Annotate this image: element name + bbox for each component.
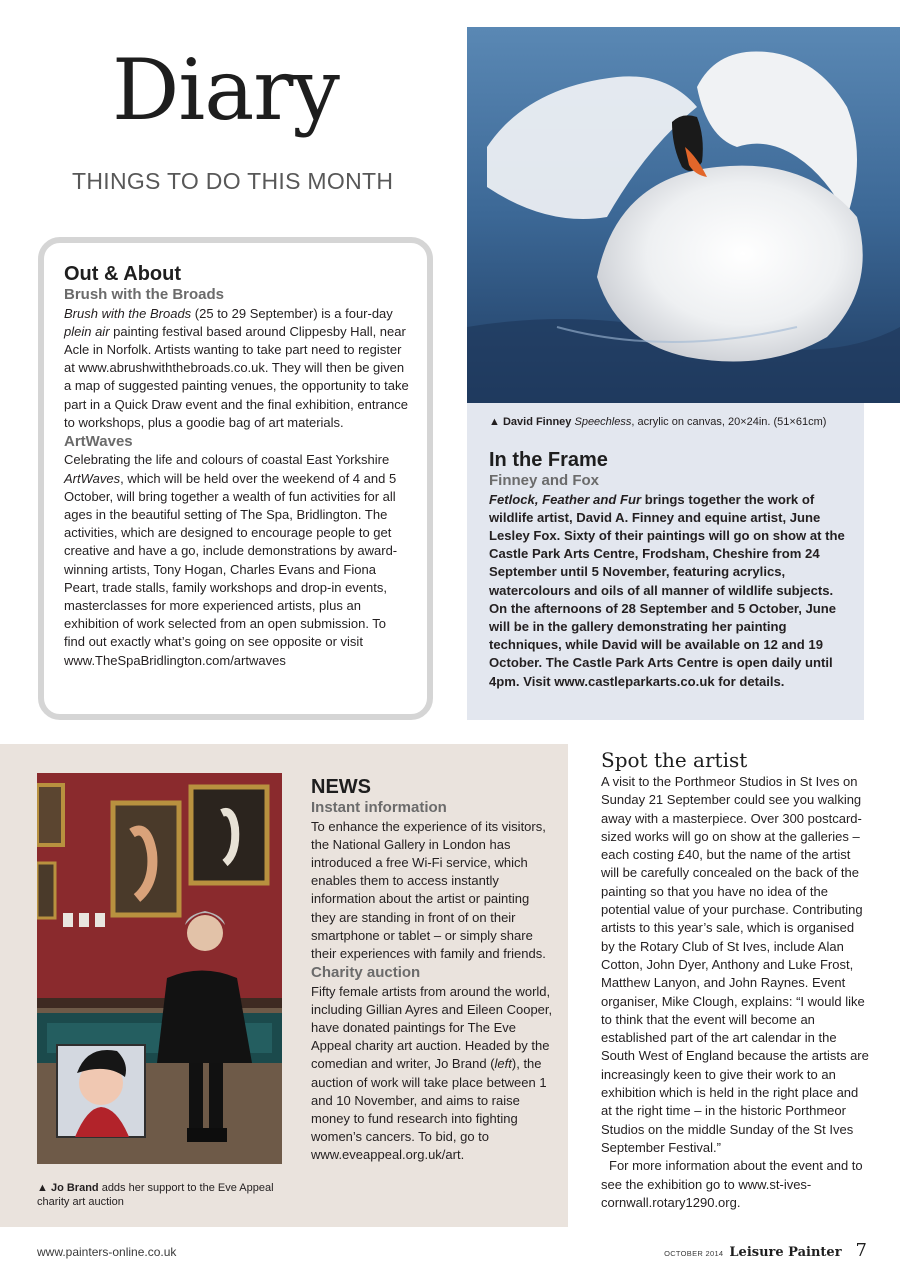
brush-broads-subheading: Brush with the Broads xyxy=(64,286,225,303)
page-subtitle: THINGS TO DO THIS MONTH xyxy=(72,168,394,194)
footer-issue-date: OCTOBER 2014 xyxy=(664,1249,724,1258)
out-about-heading: Out & About xyxy=(64,263,182,285)
caption-arrow-icon: ▲ xyxy=(489,416,500,428)
in-the-frame-panel xyxy=(467,403,864,720)
artwaves-text: Celebrating the life and colours of coastal East Yorkshire ArtWaves, which will be held over the weekend of 4 and 5 October, will bring together a wealth of fun activities for all ages in the beautiful setting of The Spa, Bridlington. The activities, which are designed to encourage people to get creative and have a go, include demonstrations by award-winning artists, Tony Hogan, Charles Evans and Fiona Peart, trade stalls, family workshops and drop-in events, masterclasses for more experienced artists, plus an exhibition of work selected from an open submission. To find out exactly what’s going on see opposite or visit www.TheSpaBridlington.com/artwaves xyxy=(64,452,398,668)
artwaves-subheading: ArtWaves xyxy=(64,432,133,450)
instant-info-text: To enhance the experience of its visitors, the National Gallery in London has introduced a free Wi-Fi service, which enables them to access instantly information about the artist or painting they are standing in front of on their smartphone or tablet – or simply share their experiences with family and friends. xyxy=(311,818,546,961)
spot-artist-para-2: For more information about the event and to see the exhibition go to www.st-ives-cornwall.rotary1290.org. xyxy=(601,1158,863,1210)
in-frame-heading: In the Frame xyxy=(489,449,608,471)
swan-painting-image xyxy=(467,27,900,403)
footer-page-number: 7 xyxy=(855,1240,867,1261)
news-heading: NEWS xyxy=(311,776,371,798)
spot-artist-para-1: A visit to the Porthmeor Studios in St Ives on Sunday 21 September could see you walking away with a masterpiece. Over 300 postcard-sized works will go on show at the galleries – each costing £40, but the name of the artist will be carefully concealed on the back of the painting so that you have no idea of the potential value of your purchase. Contributing artists to this year’s sale, which is organised by the Rotary Club of St Ives, include Alan Cotton, John Dyer, Anthony and Luke Frost, Matthew Lanyon, and John Raynes. Event organiser, Mike Clough, explains: “I would like to think that the event will become an established part of the art calendar in the South West of England because the artists are increasingly keen to give their work to an exhibition which is held in the right place and at the right time – in the historic Porthmeor Studios on the middle Sunday of the St Ives September Festival.” xyxy=(601,774,869,1155)
in-frame-text: Fetlock, Feather and Fur brings together the work of wildlife artist, David A. Finney and equine artist, June Lesley Fox. Sixty of their paintings will go on show at the Castle Park Arts Centre, Frodsham, Cheshire from 24 September until 5 November, featuring acrylics, watercolours and oils of all manner of wildlife subjects. On the afternoons of 28 September and 5 October, June will be in the gallery demonstrating her painting techniques, while David will be available on 12 and 19 October. The Castle Park Arts Centre is open daily until 4pm. Visit www.castleparkarts.co.uk for details. xyxy=(489,491,845,689)
footer-magazine-logo: Leisure Painter xyxy=(729,1245,842,1260)
jo-brand-caption: ▲ Jo Brand adds her support to the Eve Appeal charity art auction xyxy=(37,1182,274,1208)
news-column xyxy=(311,776,556,1165)
swan-caption: ▲ David Finney Speechless, acrylic on canvas, 20×24in. (51×61cm) xyxy=(489,416,827,428)
footer-url: www.painters-online.co.uk xyxy=(37,1245,177,1259)
charity-auction-text: Fifty female artists from around the world, including Gillian Ayres and Eileen Cooper, have donated paintings for The Eve Appeal charity art auction. Headed by the comedian and writer, Jo Brand (left), the auction of work will take place between 1 and 10 November, and aims to raise money to fund research into fighting women’s cancers. To bid, go to www.eveappeal.org.uk/art. xyxy=(311,983,553,1163)
footer-right xyxy=(664,1240,867,1261)
page-title: Diary xyxy=(112,41,339,139)
in-frame-subheading: Finney and Fox xyxy=(489,472,600,489)
spot-artist-heading: Spot the artist xyxy=(601,748,748,772)
jo-brand-photo xyxy=(37,773,282,1164)
spot-artist-column xyxy=(601,749,871,1212)
instant-info-subheading: Instant information xyxy=(311,799,447,816)
out-about-box xyxy=(38,237,433,720)
charity-auction-subheading: Charity auction xyxy=(311,964,421,982)
brush-broads-text: Brush with the Broads (25 to 29 September) is a four-day plein air painting festival based around Clippesby Hall, near Acle in Norfolk. Artists wanting to take part need to register at www.abrushwiththebroads.co.uk. They will then be given a map of suggested painting venues, the opportunity to take part in a Quick Draw event and the final exhibition, entrance to workshops, plus a goodie bag of art materials. xyxy=(64,305,409,430)
caption-arrow-icon: ▲ xyxy=(37,1182,48,1194)
